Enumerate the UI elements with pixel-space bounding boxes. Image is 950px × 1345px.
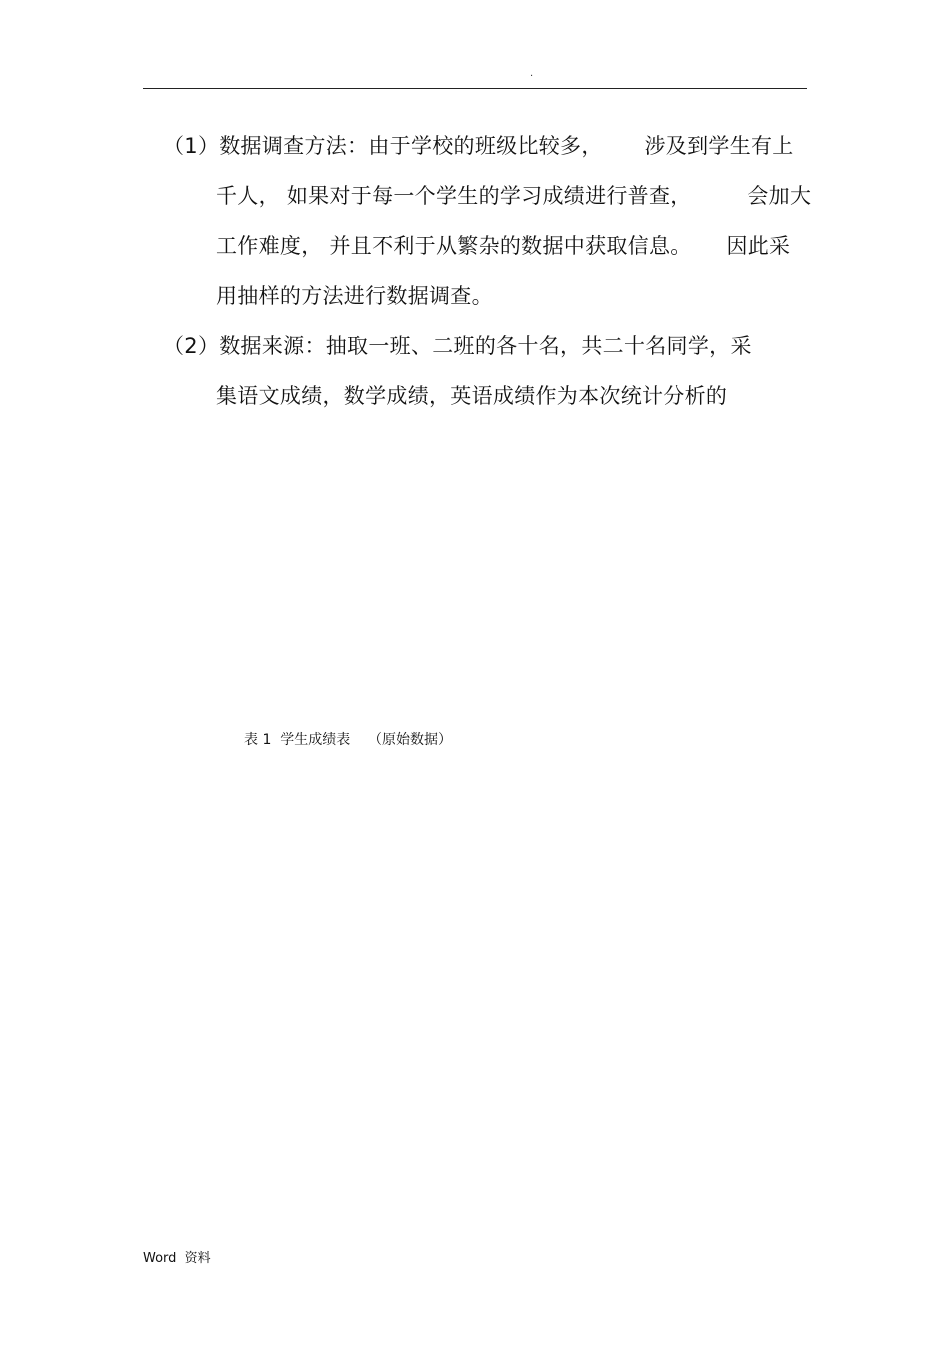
header-rule bbox=[143, 88, 807, 89]
paragraph-2-line-1: （2）数据来源：抽取一班、二班的各十名，共二十名同学，采 bbox=[163, 334, 752, 358]
paragraph-1-line-3: 工作难度， 并且不利于从繁杂的数据中获取信息。 因此采 bbox=[216, 234, 791, 258]
paragraph-1-line-1: （1）数据调查方法：由于学校的班级比较多， 涉及到学生有上 bbox=[163, 134, 794, 158]
header-mark: . bbox=[530, 68, 534, 79]
paragraph-1-line-4: 用抽样的方法进行数据调查。 bbox=[216, 284, 493, 308]
paragraph-1-line-2: 千人， 如果对于每一个学生的学习成绩进行普查， 会加大 bbox=[216, 184, 812, 208]
paragraph-2-line-2: 集语文成绩，数学成绩，英语成绩作为本次统计分析的 bbox=[216, 384, 728, 408]
table-caption: 表 1 学生成绩表 （原始数据） bbox=[244, 732, 453, 748]
page-footer: Word 资料 bbox=[143, 1251, 211, 1266]
